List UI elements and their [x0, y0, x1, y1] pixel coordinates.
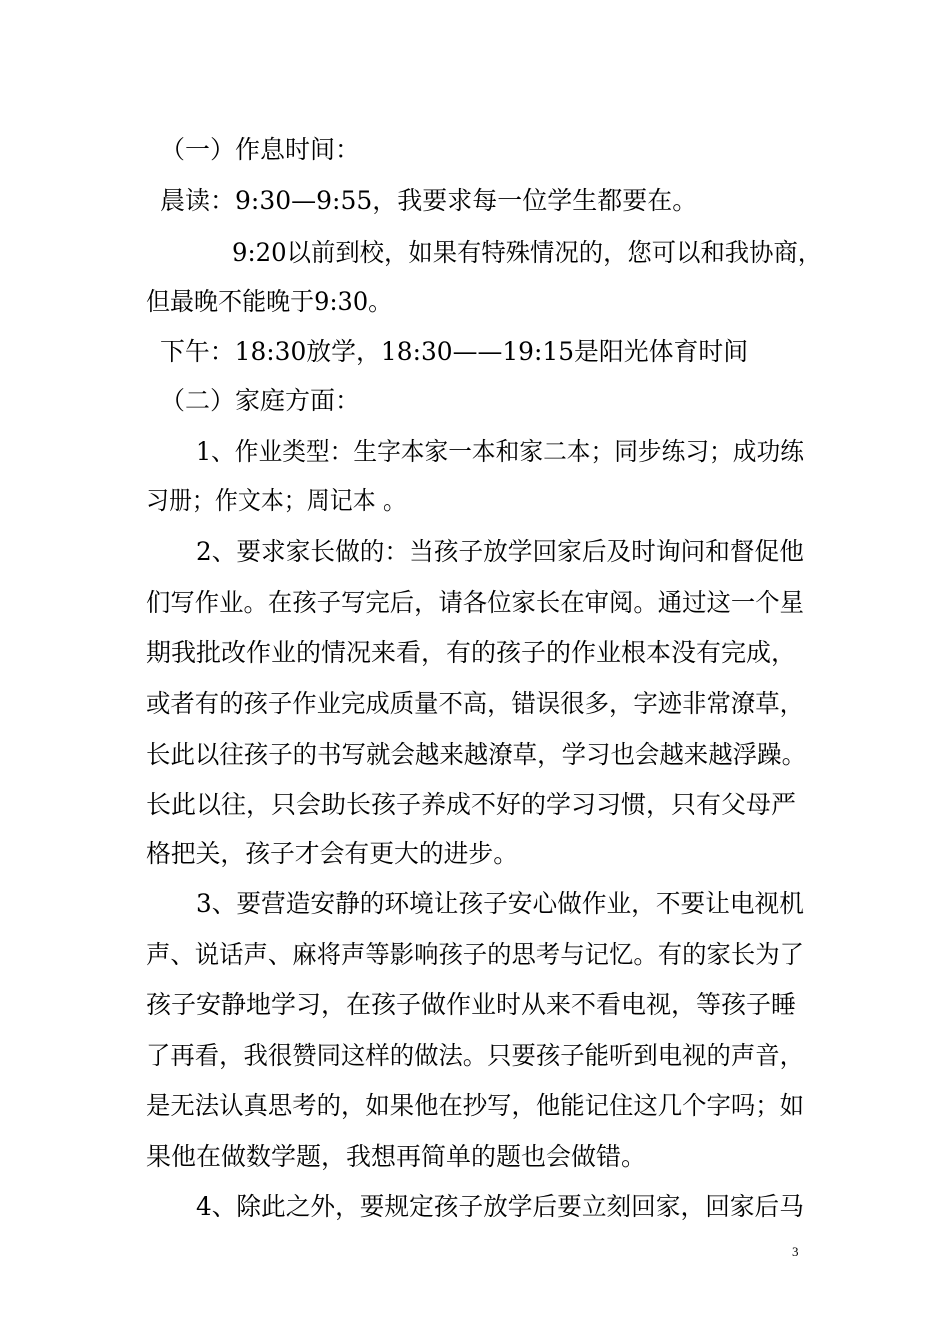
text-line-item2: 2、要求家长做的：当孩子放学回家后及时询问和督促他: [196, 537, 804, 566]
text-line-item2-cont5: 长此以往，只会助长孩子养成不好的学习习惯，只有父母严: [146, 790, 797, 819]
text-line-morning-reading: 晨读：9:30—9:55，我要求每一位学生都要在。: [160, 186, 698, 215]
text-line-item1: 1、作业类型：生字本家一本和家二本；同步练习；成功练: [196, 437, 804, 466]
text-line-item2-cont1: 们写作业。在孩子写完后，请各位家长在审阅。通过这一个星: [146, 588, 805, 617]
text-line-item3-cont5: 果他在做数学题，我想再简单的题也会做错。: [146, 1142, 647, 1171]
text-line-item4: 4、除此之外，要规定孩子放学后要立刻回家，回家后马: [196, 1192, 804, 1221]
text-line-latest: 但最晚不能晚于9:30。: [146, 287, 393, 316]
text-line-item3: 3、要营造安静的环境让孩子安心做作业，不要让电视机: [196, 889, 804, 918]
text-line-item3-cont2: 孩子安静地学习，在孩子做作业时从来不看电视，等孩子睡: [146, 990, 797, 1019]
page-number: 3: [792, 1244, 799, 1259]
text-line-item2-cont2: 期我批改作业的情况来看，有的孩子的作业根本没有完成，: [146, 638, 797, 667]
text-line-item2-cont4: 长此以往孩子的书写就会越来越潦草，学习也会越来越浮躁。: [146, 740, 807, 769]
text-line-item3-cont4: 是无法认真思考的，如果他在抄写，他能记住这几个字吗；如: [146, 1091, 805, 1120]
text-line-afternoon: 下午：18:30放学，18:30——19:15是阳光体育时间: [160, 337, 749, 366]
text-line-item3-cont1: 声、说话声、麻将声等影响孩子的思考与记忆。有的家长为了: [146, 940, 805, 969]
text-line-item2-cont3: 或者有的孩子作业完成质量不高，错误很多，字迹非常潦草，: [146, 689, 805, 718]
text-line-arrival: 9:20以前到校，如果有特殊情况的，您可以和我协商，: [232, 238, 823, 267]
text-line-item3-cont3: 了再看，我很赞同这样的做法。只要孩子能听到电视的声音，: [146, 1041, 805, 1070]
heading-schedule: （一）作息时间：: [160, 135, 361, 164]
text-line-item1-cont: 习册；作文本；周记本 。: [146, 486, 406, 515]
heading-family: （二）家庭方面：: [160, 386, 361, 415]
text-line-item2-cont6: 格把关，孩子才会有更大的进步。: [146, 839, 519, 868]
